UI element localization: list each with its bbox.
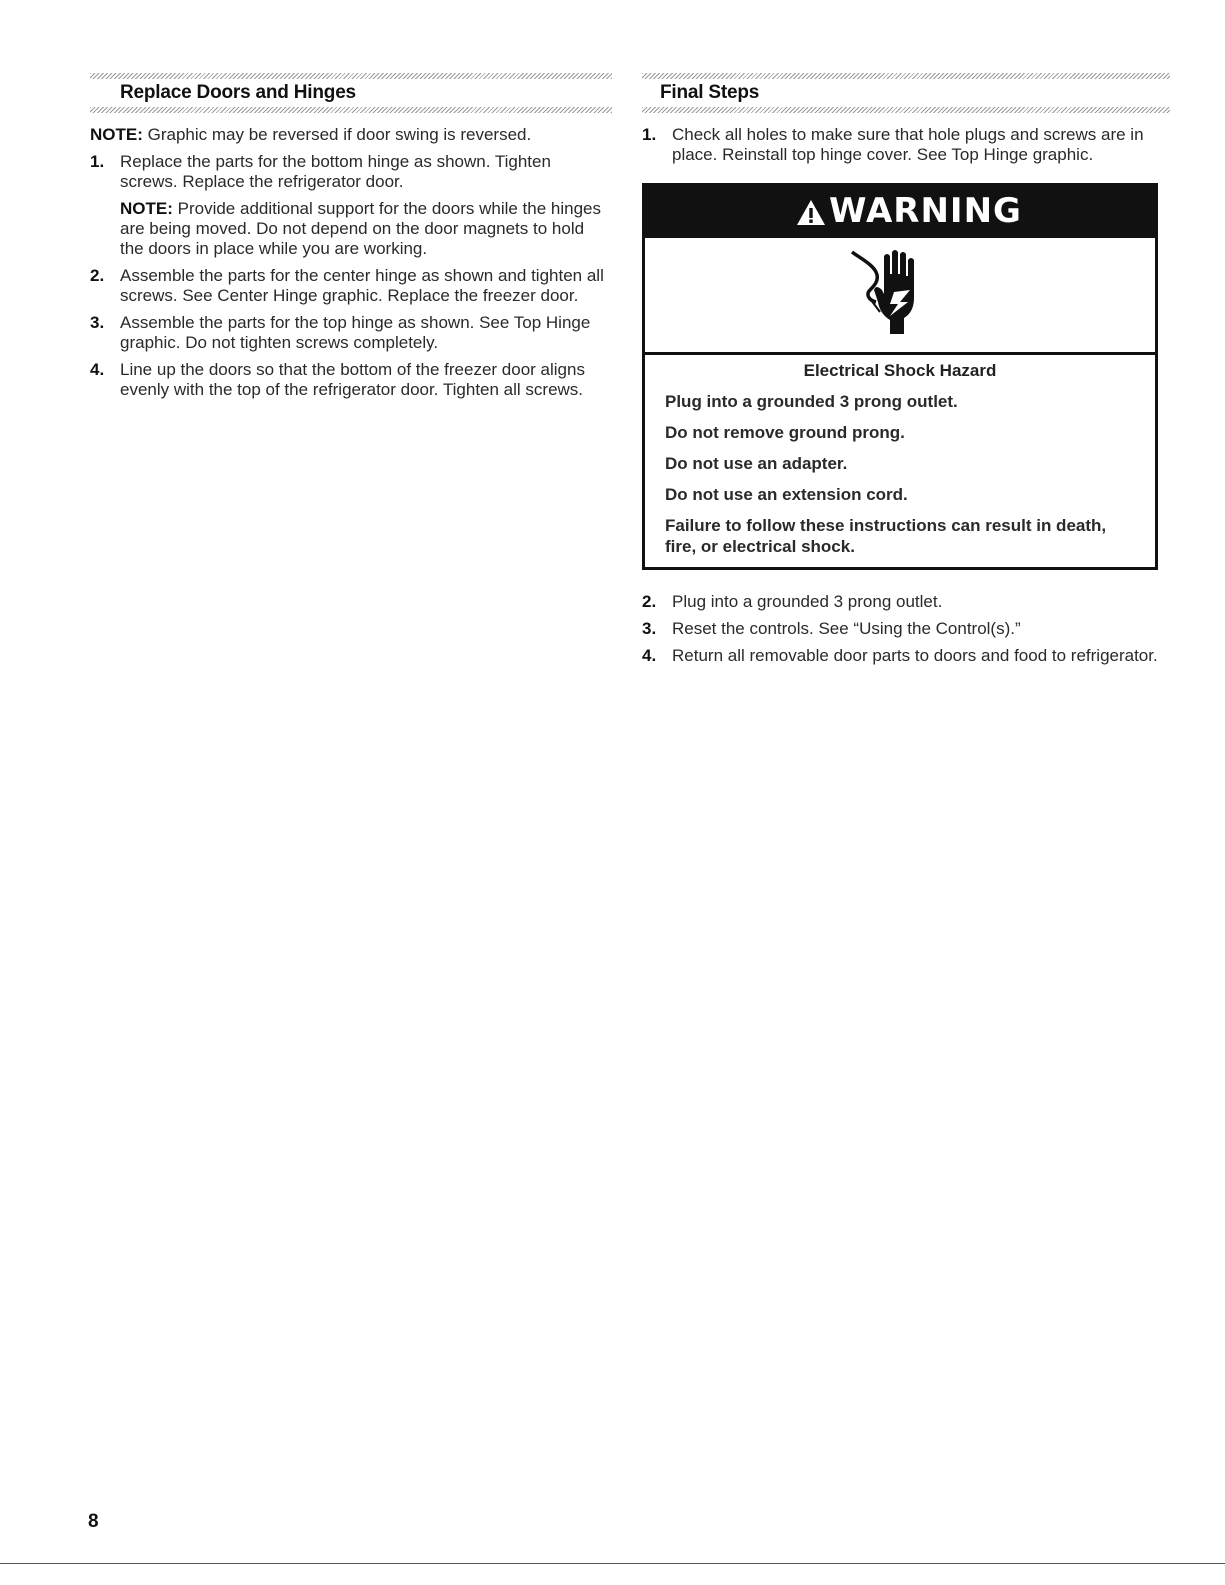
page-bottom-rule bbox=[0, 1563, 1225, 1564]
note-text: Graphic may be reversed if door swing is reversed. bbox=[147, 125, 532, 144]
list-item bbox=[90, 313, 612, 353]
heading-title: Replace Doors and Hinges bbox=[120, 82, 356, 103]
warning-icon-panel bbox=[645, 238, 1155, 355]
item-text: Line up the doors so that the bottom of the freezer door aligns evenly with the top of the refrigerator door. Tighten all screws. bbox=[120, 360, 585, 399]
subnote-paragraph bbox=[90, 199, 612, 259]
list-item bbox=[642, 619, 1170, 639]
item-text: Assemble the parts for the center hinge as shown and tighten all screws. See Center Hinge graphic. Replace the freezer door. bbox=[120, 266, 604, 305]
item-text: Replace the parts for the bottom hinge as shown. Tighten screws. Replace the refrigerator door. bbox=[120, 152, 551, 191]
warning-line: Do not remove ground prong. bbox=[665, 423, 905, 442]
list-item bbox=[642, 125, 1170, 165]
heading-rule-top bbox=[90, 73, 612, 79]
item-number: 4. bbox=[642, 646, 657, 665]
item-number: 3. bbox=[642, 619, 657, 638]
page-number: 8 bbox=[88, 1511, 99, 1532]
item-number: 2. bbox=[642, 592, 657, 611]
item-number: 1. bbox=[642, 125, 657, 144]
heading-rule-bottom bbox=[90, 107, 612, 113]
heading-title: Final Steps bbox=[660, 82, 760, 103]
heading-rule-bottom bbox=[642, 107, 1170, 113]
electrical-shock-hand-icon bbox=[850, 250, 940, 338]
warning-line: Do not use an extension cord. bbox=[665, 485, 908, 504]
warning-line: Plug into a grounded 3 prong outlet. bbox=[665, 392, 958, 411]
subnote-label: NOTE: bbox=[120, 199, 173, 218]
list-item bbox=[642, 646, 1170, 666]
final-steps-list-bottom bbox=[642, 592, 1170, 666]
item-number: 4. bbox=[90, 360, 105, 379]
item-text: Plug into a grounded 3 prong outlet. bbox=[672, 592, 943, 611]
item-text: Reset the controls. See “Using the Control(s).” bbox=[672, 619, 1021, 638]
item-text: Return all removable door parts to doors and food to refrigerator. bbox=[672, 646, 1158, 665]
item-number: 3. bbox=[90, 313, 105, 332]
item-text: Check all holes to make sure that hole plugs and screws are in place. Reinstall top hinge cover. See Top Hinge graphic. bbox=[672, 125, 1144, 164]
final-steps-list-top bbox=[642, 125, 1170, 165]
subnote-text: Provide additional support for the doors while the hinges are being moved. Do not depend on the door magnets to hold the doors in place while you are working. bbox=[120, 199, 601, 258]
right-column bbox=[642, 73, 1170, 673]
item-number: 2. bbox=[90, 266, 105, 285]
note-label: NOTE: bbox=[90, 125, 143, 144]
warning-header bbox=[645, 186, 1155, 238]
list-item bbox=[642, 592, 1170, 612]
warning-line: Do not use an adapter. bbox=[665, 454, 848, 473]
warning-title: WARNING bbox=[829, 191, 1022, 231]
left-column bbox=[90, 73, 612, 407]
list-item bbox=[90, 266, 612, 306]
list-item bbox=[90, 360, 612, 400]
hazard-title: Electrical Shock Hazard bbox=[803, 361, 997, 380]
warning-box bbox=[642, 183, 1158, 570]
item-number: 1. bbox=[90, 152, 105, 171]
steps-list bbox=[90, 152, 612, 400]
heading-rule-top bbox=[642, 73, 1170, 79]
item-text: Assemble the parts for the top hinge as shown. See Top Hinge graphic. Do not tighten screws completely. bbox=[120, 313, 591, 352]
warning-line: Failure to follow these instructions can result in death, fire, or electrical shock. bbox=[665, 516, 1107, 556]
note-paragraph bbox=[90, 125, 612, 145]
list-item bbox=[90, 152, 612, 192]
section-heading-replace-doors bbox=[90, 73, 612, 113]
section-heading-final-steps bbox=[642, 73, 1170, 113]
warning-triangle-icon bbox=[796, 199, 826, 226]
warning-body bbox=[645, 355, 1155, 567]
